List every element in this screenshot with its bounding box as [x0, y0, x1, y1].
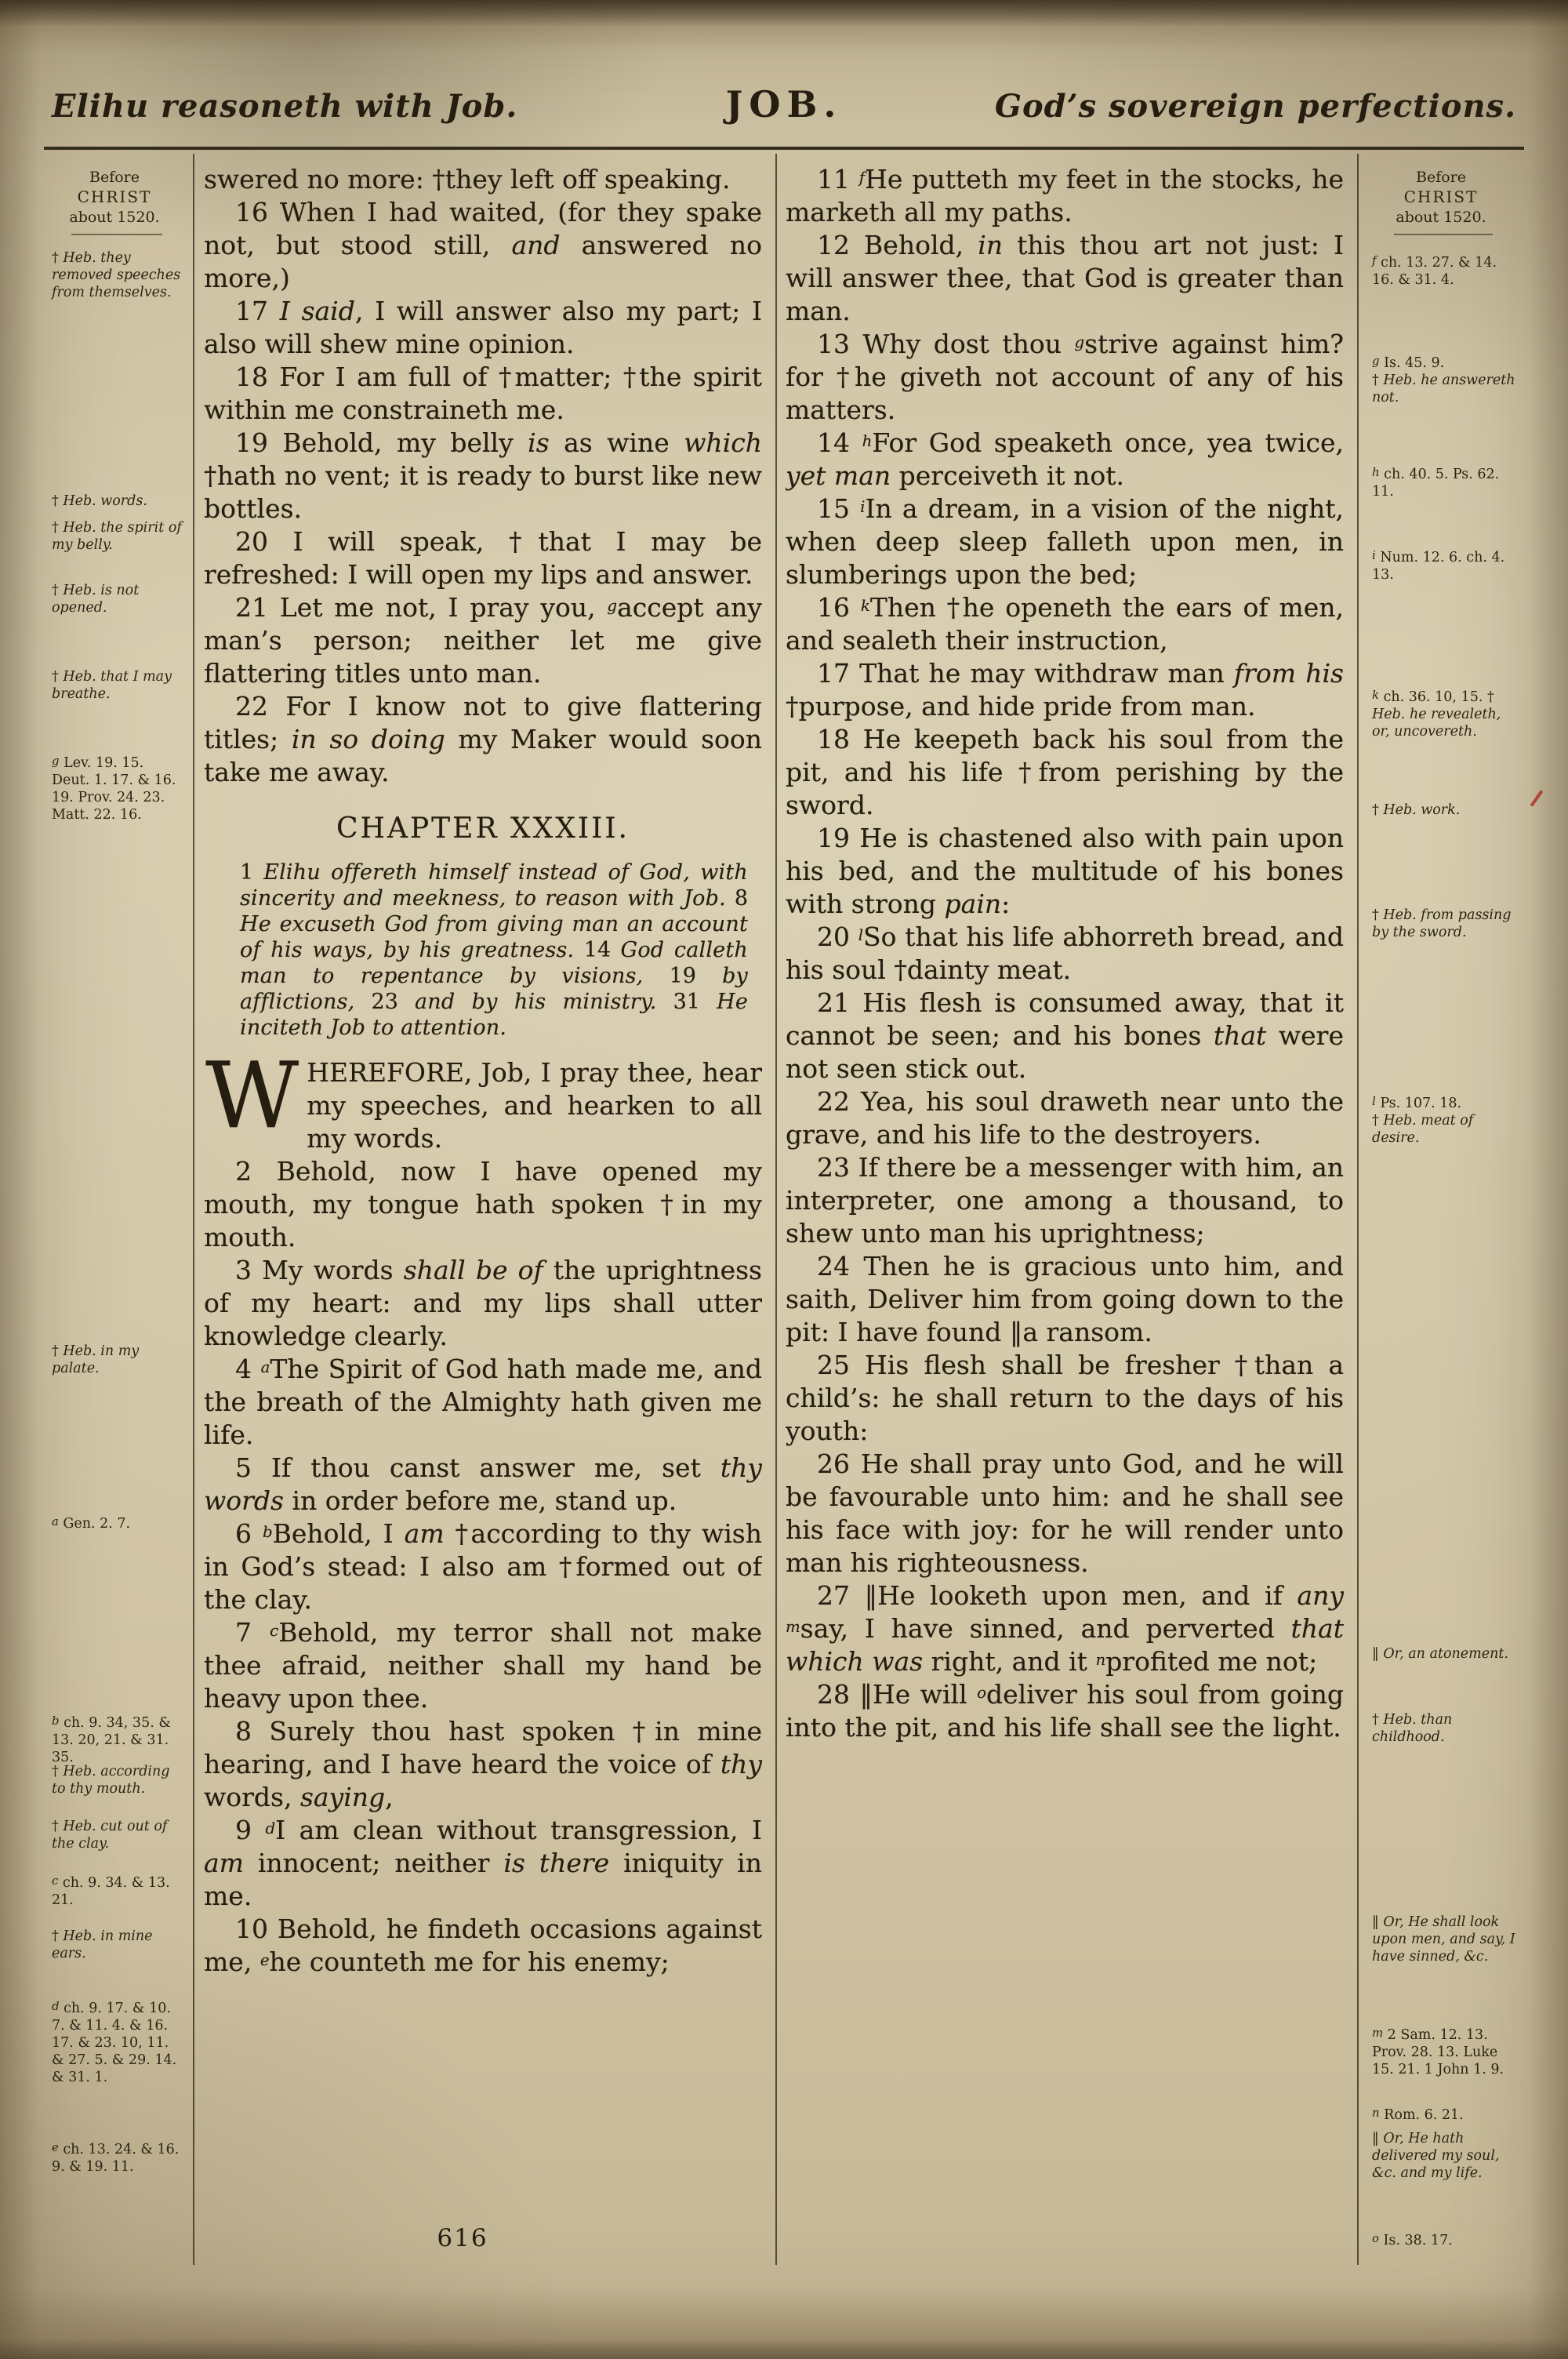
verse-paragraph: 18 For I am full of †matter; †the spirit within me constraineth me. [204, 362, 762, 425]
verse-paragraph: 17 That he may withdraw man from his †purpose, and hide pride from man. [786, 658, 1344, 722]
before-christ-heading [45, 168, 183, 227]
margin-note: $^o$ Is. 38. 17. [1372, 2231, 1453, 2248]
verse-paragraph: 10 Behold, he findeth occasions against me, $^e$he counteth me for his enemy; [204, 1914, 762, 1977]
before-christ-heading [1366, 168, 1516, 227]
margin-heading-rule [1394, 234, 1494, 235]
margin-note: $^d$ ch. 9. 17. & 10. 7. & 11. 4. & 16. 17. & 23. 10, 11. & 27. 5. & 29. 14. & 31. 1. [52, 1999, 177, 2085]
scan-edge-bottom [0, 2339, 1568, 2359]
before-christ-line3: about 1520. [69, 209, 160, 226]
verse-paragraph: 15 $^i$In a dream, in a vision of the night, when deep sleep falleth upon men, in slumberings upon the bed; [786, 493, 1344, 590]
verse-paragraph: 24 Then he is gracious unto him, and saith, Deliver him from going down to the pit: I have found ‖a ransom. [786, 1251, 1344, 1347]
margin-note: $^l$ Ps. 107. 18. † Heb. meat of desire. [1372, 1094, 1474, 1146]
verse-paragraph: WHEREFORE, Job, I pray thee, hear my speeches, and hearken to all my words. [205, 1043, 762, 1154]
margin-note: † Heb. cut out of the clay. [52, 1819, 168, 1852]
margin-note: $^a$ Gen. 2. 7. [52, 1514, 131, 1532]
margin-note: $^m$ 2 Sam. 12. 13. Prov. 28. 13. Luke 15. 21. 1 John 1. 9. [1372, 2026, 1504, 2077]
margin-note: $^k$ ch. 36. 10, 15. † Heb. he revealeth, or, uncovereth. [1372, 688, 1501, 740]
verse-paragraph: 2 Behold, now I have opened my mouth, my tongue hath spoken †in my mouth. [204, 1156, 762, 1252]
margin-note: ‖ Or, an atonement. [1372, 1646, 1508, 1662]
drop-cap-letter: W [205, 1043, 299, 1149]
margin-heading-rule [71, 234, 162, 235]
verse-paragraph: 13 Why dost thou $^g$strive against him? for †he giveth not account of any of his matters. [786, 329, 1344, 425]
right-text-column [786, 163, 1344, 2249]
red-ink-mark [1530, 790, 1543, 807]
verse-paragraph: 25 His flesh shall be fresher †than a child’s: he shall return to the days of his youth: [786, 1350, 1344, 1446]
margin-note: ‖ Or, He shall look upon men, and say, I have sinned, &c. [1372, 1914, 1515, 1965]
verse-paragraph: 5 If thou canst answer me, set thy words in order before me, stand up. [204, 1452, 762, 1516]
before-christ-line1: Before [1415, 169, 1466, 186]
page-number: 616 [437, 2224, 488, 2252]
verse-paragraph: 17 I said, I will answer also my part; I also will shew mine opinion. [204, 296, 762, 359]
margin-note: † Heb. in mine ears. [52, 1928, 153, 1961]
chapter-summary: 1 Elihu offereth himself instead of God, with sincerity and meekness, to reason with Job. 8 He excuseth God from giving man an account of his ways, by his greatness. 14 God calleth man to repentance by visions, 19 by afflictions, 23 and by his ministry. 31 He inciteth Job to attention. [240, 860, 749, 1040]
verse-paragraph: 8 Surely thou hast spoken †in mine hearing, and I have heard the voice of thy words, saying, [204, 1716, 762, 1812]
margin-note: $^b$ ch. 9. 34, 35. & 13. 20, 21. & 31. 35. [52, 1714, 171, 1765]
margin-note: $^g$ Lev. 19. 15. Deut. 1. 17. & 16. 19. Prov. 24. 23. Matt. 22. 16. [52, 754, 176, 823]
verse-paragraph: 26 He shall pray unto God, and he will be favourable unto him: and he shall see his face with joy: for he will render unto man his righteousness. [786, 1448, 1344, 1578]
margin-note: † Heb. in my palate. [52, 1343, 140, 1376]
margin-note: $^g$ Is. 45. 9. † Heb. he answereth not. [1372, 354, 1515, 405]
running-head-title: JOB. [725, 83, 843, 125]
margin-note: $^f$ ch. 13. 27. & 14. 16. & 31. 4. [1372, 253, 1497, 288]
before-christ-line3: about 1520. [1396, 209, 1486, 226]
left-margin-notes [45, 0, 188, 2359]
margin-note: $^h$ ch. 40. 5. Ps. 62. 11. [1372, 465, 1500, 500]
verse-paragraph: 21 His flesh is consumed away, that it cannot be seen; and his bones that were not seen stick out. [786, 987, 1344, 1084]
margin-note: † Heb. the spirit of my belly. [52, 520, 182, 553]
margin-note: † Heb. work. [1372, 802, 1461, 818]
verse-paragraph: swered no more: †they left off speaking. [204, 164, 731, 194]
verse-paragraph: 22 For I know not to give flattering titles; in so doing my Maker would soon take me away. [204, 691, 762, 787]
verse-paragraph: 16 $^k$Then †he openeth the ears of men, and sealeth their instruction, [786, 592, 1344, 656]
column-rule-right [1357, 154, 1359, 2265]
margin-note: ‖ Or, He hath delivered my soul, &c. and my life. [1372, 2131, 1500, 2181]
verse-paragraph: 16 When I had waited, (for they spake not, but stood still, and answered no more,) [204, 197, 762, 293]
right-margin-notes [1366, 0, 1521, 2359]
margin-note: † Heb. is not opened. [52, 583, 140, 616]
before-christ-line1: Before [89, 169, 140, 186]
verse-paragraph: 23 If there be a messenger with him, an interpreter, one among a thousand, to shew unto man his uprightness; [786, 1152, 1344, 1249]
chapter-heading: CHAPTER XXXIII. [336, 812, 630, 845]
margin-note: $^n$ Rom. 6. 21. [1372, 2106, 1464, 2123]
verse-paragraph: 11 $^f$He putteth my feet in the stocks, he marketh all my paths. [786, 164, 1344, 227]
verse-paragraph: 7 $^c$Behold, my terror shall not make thee afraid, neither shall my hand be heavy upon thee. [204, 1617, 762, 1714]
margin-note: † Heb. than childhood. [1372, 1712, 1453, 1745]
margin-note: $^c$ ch. 9. 34. & 13. 21. [52, 1874, 170, 1908]
verse-paragraph: 9 $^d$I am clean without transgression, I am innocent; neither is there iniquity in me. [204, 1815, 762, 1911]
verse-paragraph: 3 My words shall be of the uprightness of my heart: and my lips shall utter knowledge clearly. [204, 1255, 762, 1351]
verse-paragraph: 14 $^h$For God speaketh once, yea twice, yet man perceiveth it not. [786, 427, 1344, 491]
verse-paragraph: 18 He keepeth back his soul from the pit, and his life †from perishing by the sword. [786, 724, 1344, 820]
margin-note: † Heb. that I may breathe. [52, 669, 172, 702]
verse-paragraph: 12 Behold, in this thou art not just: I will answer thee, that God is greater than man. [786, 230, 1344, 326]
margin-note: $^i$ Num. 12. 6. ch. 4. 13. [1372, 548, 1505, 583]
verse-paragraph: 19 He is chastened also with pain upon his bed, and the multitude of his bones with strong pain: [786, 823, 1344, 919]
column-rule-center [775, 154, 777, 2265]
margin-note: † Heb. according to thy mouth. [52, 1764, 170, 1797]
margin-note: † Heb. from passing by the sword. [1372, 907, 1512, 940]
before-christ-line2: CHRIST [1403, 187, 1479, 206]
verse-paragraph: 20 $^l$So that his life abhorreth bread, and his soul †dainty meat. [786, 921, 1344, 985]
margin-note: $^e$ ch. 13. 24. & 16. 9. & 19. 11. [52, 2140, 180, 2175]
verse-paragraph: 28 ‖He will $^o$deliver his soul from going into the pit, and his life shall see the light. [786, 1679, 1344, 1743]
running-head-right: God’s sovereign perfections. [994, 88, 1516, 125]
scan-edge-top [0, 0, 1568, 27]
header-rule [44, 147, 1524, 150]
verse-paragraph: 27 ‖He looketh upon men, and if any $^m$say, I have sinned, and perverted that which was right, and it $^n$profited me not; [786, 1580, 1344, 1677]
verse-paragraph: 4 $^a$The Spirit of God hath made me, and the breath of the Almighty hath given me life. [204, 1354, 762, 1450]
verse-paragraph: 19 Behold, my belly is as wine which †hath no vent; it is ready to burst like new bottles. [204, 427, 762, 524]
verse-paragraph: 22 Yea, his soul draweth near unto the grave, and his life to the destroyers. [786, 1086, 1344, 1150]
verse-paragraph: 6 $^b$Behold, I am †according to thy wish in God’s stead: I also am †formed out of the clay. [204, 1518, 762, 1615]
margin-note: † Heb. words. [52, 493, 147, 509]
left-text-column [204, 163, 762, 2249]
margin-note: † Heb. they removed speeches from themselves. [52, 250, 181, 300]
verse-paragraph: 20 I will speak, †that I may be refreshed: I will open my lips and answer. [204, 526, 762, 590]
column-rule-left [193, 154, 194, 2265]
running-head-left: Elihu reasoneth with Job. [52, 88, 518, 125]
before-christ-line2: CHRIST [77, 187, 152, 206]
verse-paragraph: 21 Let me not, I pray you, $^g$accept any man’s person; neither let me give flattering titles unto man. [204, 592, 762, 689]
